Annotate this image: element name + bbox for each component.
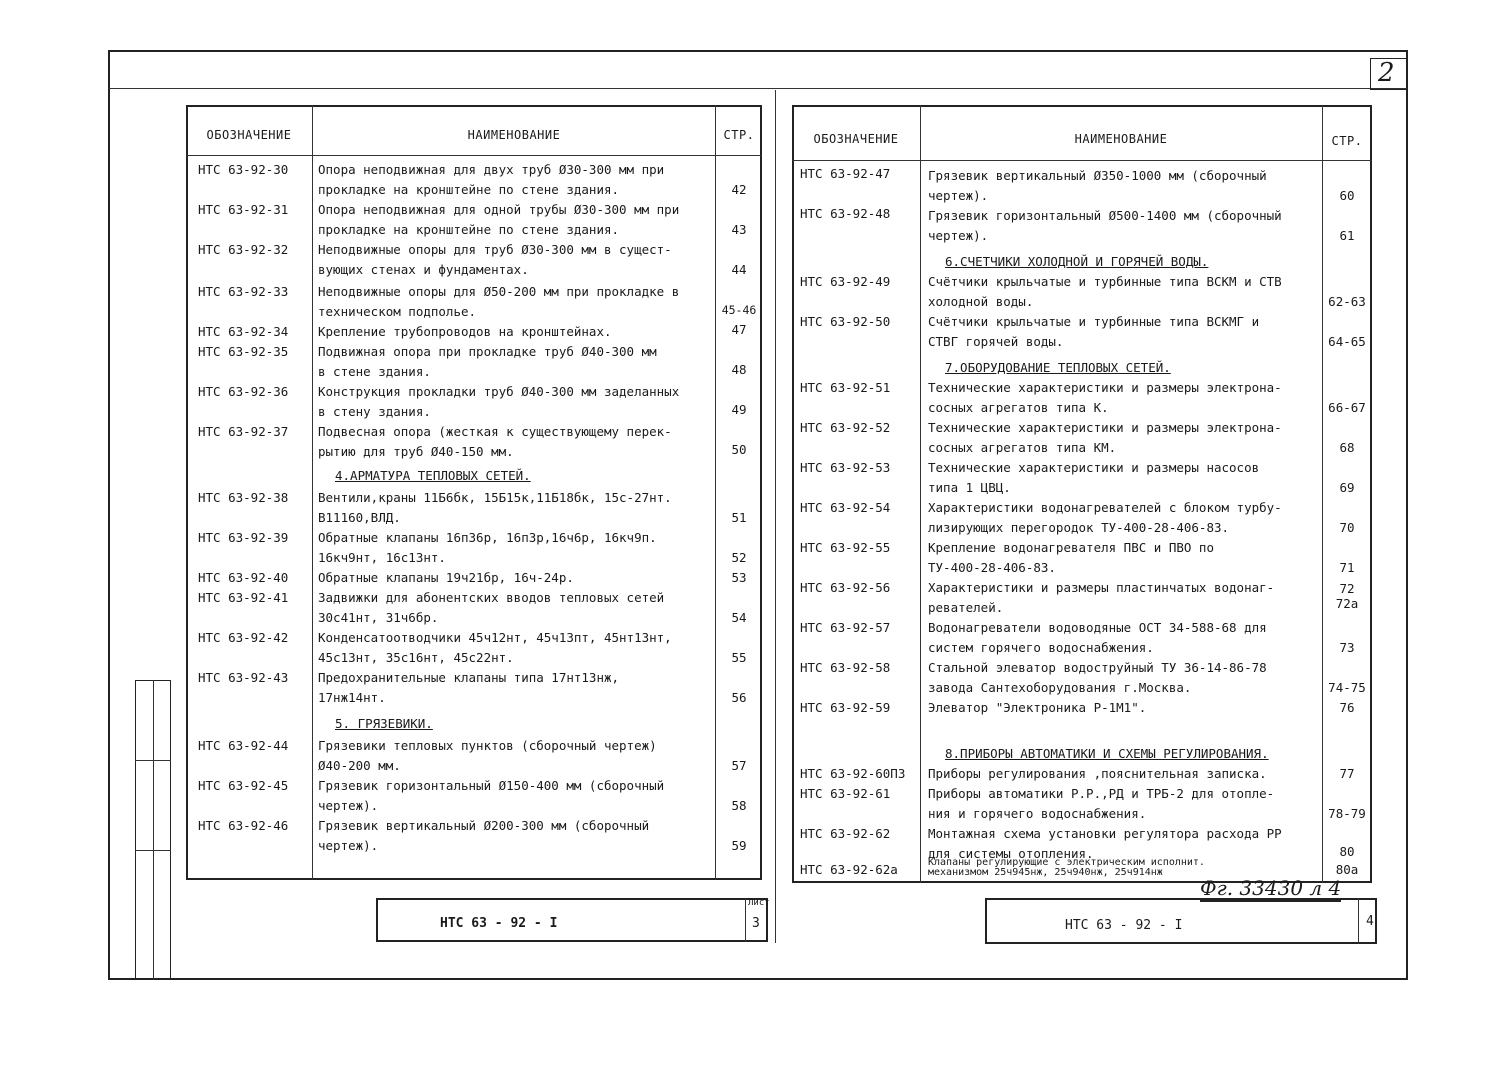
doc-page: 49 [731,402,747,417]
section-heading-6: 6.СЧЕТЧИКИ ХОЛОДНОЙ И ГОРЯЧЕЙ ВОДЫ. [945,254,1209,269]
doc-page: 70 [1339,520,1355,535]
doc-page: 80а [1335,862,1359,877]
doc-code: НТС 63-92-56 [800,580,891,595]
right-title-block-divider [1358,898,1359,944]
right-header-line [792,160,1372,161]
left-col-divider-2 [715,105,716,880]
doc-title: Счётчики крыльчатые и турбинные типа ВСКМ и СТВ [928,274,1282,289]
doc-title: Клапаны регулирующие с электрическим исполнит. [928,857,1205,868]
doc-title: Технические характеристики и размеры электрона- [928,420,1282,435]
left-title-block-divider [745,898,746,942]
doc-code: НТС 63-92-49 [800,274,891,289]
doc-code: НТС 63-92-53 [800,460,891,475]
doc-page: 60 [1339,188,1355,203]
doc-title: Счётчики крыльчатые и турбинные типа ВСКМГ и [928,314,1260,329]
doc-title-cont: завода Сантехоборудования г.Москва. [928,680,1192,695]
doc-title: Неподвижные опоры для труб Ø30-300 мм в сущест- [318,242,672,257]
doc-title-cont: сосных агрегатов типа КМ. [928,440,1117,455]
doc-code: НТС 63-92-62 [800,826,891,841]
doc-page: 80 [1339,844,1355,859]
doc-title: Грязевик вертикальный Ø200-300 мм (сборочный [318,818,650,833]
doc-title-cont: типа 1 ЦВЦ. [928,480,1011,495]
doc-page: 66-67 [1328,400,1366,415]
doc-page: 51 [731,510,747,525]
doc-title: Приборы автоматики Р.Р.,РД и ТРБ-2 для отопле- [928,786,1275,801]
doc-code: НТС 63-92-42 [198,630,289,645]
doc-code: НТС 63-92-50 [800,314,891,329]
doc-title: Характеристики и размеры пластинчатых водонаг- [928,580,1275,595]
section-heading-8: 8.ПРИБОРЫ АВТОМАТИКИ И СХЕМЫ РЕГУЛИРОВАНИЯ. [945,746,1269,761]
doc-page: 72 [1339,581,1355,596]
doc-page: 61 [1339,228,1355,243]
doc-title-cont: рытию для труб Ø40-150 мм. [318,444,514,459]
page-divider [775,90,776,943]
doc-title-cont: для системы отопления. [928,846,1094,861]
doc-code: НТС 63-92-35 [198,344,289,359]
doc-title: Грязевик горизонтальный Ø150-400 мм (сборочный [318,778,665,793]
doc-code: НТС 63-92-32 [198,242,289,257]
binding-strip-div1 [135,760,171,761]
doc-title: Предохранительные клапаны типа 17нт13нж, [318,670,620,685]
doc-title: Водонагреватели водоводяные ОСТ 34-588-68 для [928,620,1267,635]
doc-code: НТС 63-92-43 [198,670,289,685]
doc-code: НТС 63-92-41 [198,590,289,605]
doc-title: Монтажная схема установки регулятора расхода РР [928,826,1282,841]
outer-frame-top-inner [108,88,1408,89]
doc-title: Подвижная опора при прокладке труб Ø40-300 мм [318,344,657,359]
section-heading-7: 7.ОБОРУДОВАНИЕ ТЕПЛОВЫХ СЕТЕЙ. [945,360,1171,375]
left-title-block [376,898,768,942]
doc-title-cont: прокладке на кронштейне по стене здания. [318,222,620,237]
left-header-line [186,155,762,156]
doc-page: 54 [731,610,747,625]
doc-page: 73 [1339,640,1355,655]
doc-title-cont: Ø40-200 мм. [318,758,401,773]
doc-title: Грязевики тепловых пунктов (сборочный чертеж) [318,738,657,753]
doc-page: 44 [731,262,747,277]
doc-code: НТС 63-92-48 [800,206,891,221]
doc-page: 55 [731,650,747,665]
doc-code: НТС 63-92-55 [800,540,891,555]
doc-title-cont: СТВГ горячей воды. [928,334,1064,349]
right-stamp-sheet: 4 [1366,914,1374,929]
right-col-divider-1 [920,105,921,883]
doc-page: 58 [731,798,747,813]
left-col-divider-1 [312,105,313,880]
doc-page: 74-75 [1328,680,1366,695]
doc-title: Грязевик вертикальный Ø350-1000 мм (сборочный [928,168,1267,183]
doc-title: Характеристики водонагревателей с блоком турбу- [928,500,1282,515]
doc-title-cont: ния и горячего водоснабжения. [928,806,1147,821]
doc-title-cont: систем горячего водоснабжения. [928,640,1154,655]
doc-title-cont: вующих стенах и фундаментах. [318,262,529,277]
doc-page: 64-65 [1328,334,1366,349]
doc-code: НТС 63-92-36 [198,384,289,399]
doc-page: 78-79 [1328,806,1366,821]
right-header-page: СТР. [1331,134,1363,148]
doc-code: НТС 63-92-34 [198,324,289,339]
doc-title-cont: ТУ-400-28-406-83. [928,560,1056,575]
doc-code: НТС 63-92-62а [800,862,898,877]
doc-page: 68 [1339,440,1355,455]
doc-code: НТС 63-92-47 [800,166,891,181]
doc-page: 62-63 [1328,294,1366,309]
doc-title: Технические характеристики и размеры насосов [928,460,1260,475]
doc-page: 57 [731,758,747,773]
doc-title: Крепление водонагревателя ПВС и ПВО по [928,540,1214,555]
doc-page: 50 [731,442,747,457]
binding-strip-line [153,680,154,980]
left-stamp-code: НТС 63 - 92 - I [440,916,558,931]
doc-page: 71 [1339,560,1355,575]
doc-code: НТС 63-92-37 [198,424,289,439]
doc-title: Конденсатоотводчики 45ч12нт, 45ч13пт, 45нт13нт, [318,630,672,645]
left-stamp-sheet-label: Лист [748,898,770,908]
doc-code: НТС 63-92-51 [800,380,891,395]
doc-code: НТС 63-92-39 [198,530,289,545]
doc-page: 43 [731,222,747,237]
doc-title: Вентили,краны 11Б6бк, 15Б15к,11Б18бк, 15с-27нт. [318,490,672,505]
doc-code: НТС 63-92-58 [800,660,891,675]
doc-page: 45-46 [721,303,757,317]
doc-code: НТС 63-92-30 [198,162,289,177]
doc-page: 52 [731,550,747,565]
doc-code: НТС 63-92-54 [800,500,891,515]
doc-title-cont: лизирующих перегородок ТУ-400-28-406-83. [928,520,1230,535]
left-stamp-sheet: 3 [752,916,760,931]
doc-title-cont: сосных агрегатов типа К. [928,400,1109,415]
doc-code: НТС 63-92-61 [800,786,891,801]
doc-title-cont: чертеж). [318,838,379,853]
doc-code: НТС 63-92-31 [198,202,289,217]
doc-title-cont: В11160,ВЛД. [318,510,401,525]
doc-code: НТС 63-92-33 [198,284,289,299]
doc-title: Технические характеристики и размеры электрона- [928,380,1282,395]
doc-title: Обратные клапаны 16п36р, 16п3р,16ч6р, 16кч9п. [318,530,657,545]
doc-code: НТС 63-92-40 [198,570,289,585]
left-header-code: ОБОЗНАЧЕНИЕ [206,128,292,142]
corner-number: 2 [1378,58,1395,88]
doc-code: НТС 63-92-46 [198,818,289,833]
doc-page: 69 [1339,480,1355,495]
section-heading-5: 5. ГРЯЗЕВИКИ. [335,716,433,731]
doc-page: 77 [1339,766,1355,781]
doc-page: 53 [731,570,747,585]
doc-code: НТС 63-92-57 [800,620,891,635]
doc-title: Крепление трубопроводов на кронштейнах. [318,324,612,339]
doc-title-cont: 45с13нт, 35с16нт, 45с22нт. [318,650,514,665]
right-header-code: ОБОЗНАЧЕНИЕ [813,132,899,146]
doc-title-cont: в стене здания. [318,364,431,379]
binding-strip-div2 [135,850,171,851]
doc-code: НТС 63-92-59 [800,700,891,715]
section-heading-4: 4.АРМАТУРА ТЕПЛОВЫХ СЕТЕЙ. [335,468,531,483]
doc-title-cont: чертеж). [928,228,989,243]
doc-title-cont: чертеж). [928,188,989,203]
doc-title-cont: 30с41нт, 31ч6бр. [318,610,439,625]
doc-title-cont: холодной воды. [928,294,1034,309]
doc-title-cont: техническом подполье. [318,304,477,319]
doc-title: Обратные клапаны 19ч21бр, 16ч-24р. [318,570,574,585]
doc-title: Приборы регулирования ,пояснительная записка. [928,766,1267,781]
doc-title-cont: 17нж14нт. [318,690,386,705]
doc-title: Грязевик горизонтальный Ø500-1400 мм (сборочный [928,208,1282,223]
doc-page: 48 [731,362,747,377]
doc-title: Опора неподвижная для одной трубы Ø30-300 мм при [318,202,680,217]
doc-title-cont: прокладке на кронштейне по стене здания. [318,182,620,197]
doc-page-extra: 72а [1335,596,1359,611]
doc-title: Задвижки для абонентских вводов тепловых сетей [318,590,665,605]
doc-code: НТС 63-92-44 [198,738,289,753]
doc-page: 59 [731,838,747,853]
doc-code: НТС 63-92-45 [198,778,289,793]
doc-title-cont: чертеж). [318,798,379,813]
left-header-name: НАИМЕНОВАНИЕ [467,128,561,142]
doc-page: 56 [731,690,747,705]
doc-title: Элеватор "Электроника Р-1М1". [928,700,1147,715]
right-header-name: НАИМЕНОВАНИЕ [1074,132,1168,146]
doc-code: НТС 63-92-52 [800,420,891,435]
doc-code: НТС 63-92-60ПЗ [800,766,906,781]
doc-page: 47 [731,322,747,337]
doc-page: 42 [731,182,747,197]
doc-title: Стальной элеватор водоструйный ТУ 36-14-86-78 [928,660,1267,675]
doc-title: Подвесная опора (жесткая к существующему перек- [318,424,672,439]
doc-title: Опора неподвижная для двух труб Ø30-300 мм при [318,162,665,177]
doc-title-cont: 16кч9нт, 16с13нт. [318,550,446,565]
doc-title-cont: механизмом 25ч945нж, 25ч940нж, 25ч914нж [928,867,1163,878]
doc-title: Конструкция прокладки труб Ø40-300 мм заделанных [318,384,680,399]
doc-title-cont: ревателей. [928,600,1004,615]
archive-note: Фг. 33430 л 4 [1200,876,1342,900]
doc-page: 76 [1339,700,1355,715]
doc-code: НТС 63-92-38 [198,490,289,505]
left-header-page: СТР. [723,128,755,142]
right-stamp-code: НТС 63 - 92 - I [1065,918,1183,933]
doc-title: Неподвижные опоры для Ø50-200 мм при прокладке в [318,284,680,299]
doc-title-cont: в стену здания. [318,404,431,419]
